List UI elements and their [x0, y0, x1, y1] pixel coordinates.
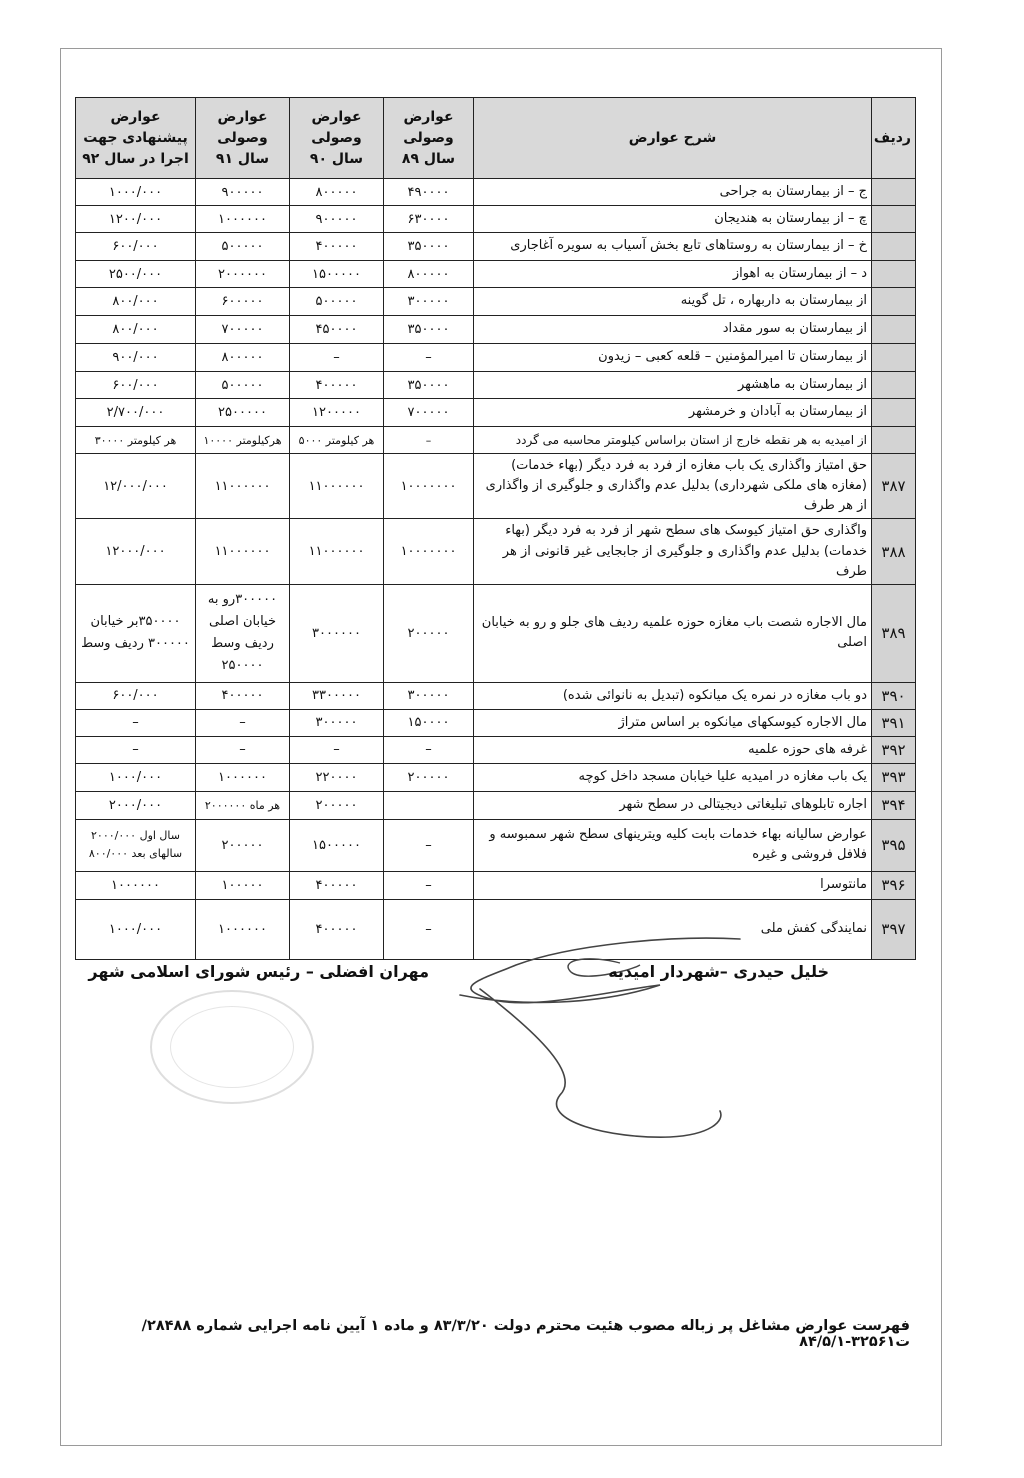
table-row [76, 871, 916, 899]
row-description: یک باب مغازه در امیدیه علیا خیابان مسجد داخل کوچه [474, 763, 872, 791]
fee-92-cell: ۱۰۰۰/۰۰۰ [76, 763, 196, 791]
signature-scribble [420, 925, 750, 1155]
council-head-signature-label: مهران افضلی – رئیس شورای اسلامی شهر [88, 962, 429, 981]
header-row-no: ردیف [872, 98, 916, 179]
row-number: ۳۹۵ [872, 819, 916, 871]
mayor-signature-label: خلیل حیدری –شهردار امیدیه [608, 962, 829, 981]
fee-90-cell: ۱۱۰۰۰۰۰۰ [290, 454, 384, 519]
fee-91-cell: ۱۰۰۰۰۰۰ [196, 206, 290, 233]
row-number [872, 372, 916, 399]
row-number: ۳۹۷ [872, 899, 916, 959]
row-number: ۳۹۰ [872, 682, 916, 709]
row-description: واگذاری حق امتیاز کیوسک های سطح شهر از فرد به فرد دیگر (بهاء خدمات) بدلیل عدم واگذاری و جلوگیری از جابجایی غیر قانونی از هر طرف [474, 519, 872, 584]
table-row [76, 288, 916, 316]
fee-90-cell: ۲۲۰۰۰۰ [290, 763, 384, 791]
row-number: ۳۸۸ [872, 519, 916, 584]
table-row [76, 454, 916, 519]
row-number [872, 427, 916, 454]
row-number [872, 233, 916, 261]
row-number: ۳۸۷ [872, 454, 916, 519]
table-header-row [76, 98, 916, 179]
table-row [76, 427, 916, 454]
fee-90-cell: ۱۲۰۰۰۰۰ [290, 399, 384, 427]
table-row [76, 584, 916, 682]
fee-90-cell: ۵۰۰۰۰۰ [290, 288, 384, 316]
header-fee-92: عوارض پیشنهادی جهت اجرا در سال ۹۲ [76, 98, 196, 179]
fee-89-cell: – [384, 819, 474, 871]
row-description: از بیمارستان تا امیرالمؤمنین – قلعه کعبی – زیدون [474, 344, 872, 372]
fee-91-cell: ۱۱۰۰۰۰۰۰ [196, 519, 290, 584]
fee-91-cell: ۱۰۰۰۰۰ [196, 871, 290, 899]
table-row [76, 709, 916, 736]
fee-92-cell: ۶۰۰/۰۰۰ [76, 372, 196, 399]
fee-92-cell: ۲۵۰۰/۰۰۰ [76, 261, 196, 288]
table-row [76, 261, 916, 288]
row-number [872, 261, 916, 288]
table-row [76, 233, 916, 261]
fee-91-cell: ۲۰۰۰۰۰۰ [196, 261, 290, 288]
row-number: ۳۹۴ [872, 791, 916, 819]
fee-89-cell [384, 791, 474, 819]
fee-90-cell: ۹۰۰۰۰۰ [290, 206, 384, 233]
fee-89-cell: ۳۵۰۰۰۰ [384, 316, 474, 344]
fee-89-cell: ۳۰۰۰۰۰ [384, 682, 474, 709]
fee-90-cell: ۳۰۰۰۰۰۰ [290, 584, 384, 682]
row-description: د – از بیمارستان به اهواز [474, 261, 872, 288]
fee-92-cell: ۱۰۰۰۰۰۰ [76, 871, 196, 899]
row-description: مال الاجاره شصت باب مغازه حوزه علمیه ردیف های جلو و رو به خیابان اصلی [474, 584, 872, 682]
fee-89-cell: ۲۰۰۰۰۰ [384, 584, 474, 682]
row-description: ج – از بیمارستان به جراحی [474, 179, 872, 206]
fee-89-cell: ۳۵۰۰۰۰ [384, 372, 474, 399]
fee-92-cell: ۶۰۰/۰۰۰ [76, 233, 196, 261]
fee-89-cell: – [384, 427, 474, 454]
table-row [76, 206, 916, 233]
fee-90-cell: – [290, 736, 384, 763]
fee-91-cell: ۱۰۰۰۰۰۰ [196, 899, 290, 959]
row-description: مال الاجاره کیوسکهای میانکوه بر اساس متراژ [474, 709, 872, 736]
row-description: دو باب مغازه در نمره یک میانکوه (تبدیل به نانوائی شده) [474, 682, 872, 709]
row-description: از بیمارستان به آبادان و خرمشهر [474, 399, 872, 427]
fee-90-cell: ۳۳۰۰۰۰۰ [290, 682, 384, 709]
row-description: مانتوسرا [474, 871, 872, 899]
row-description: از بیمارستان به سور مقداد [474, 316, 872, 344]
fee-92-cell: ۱۲۰۰۰/۰۰۰ [76, 519, 196, 584]
row-number [872, 288, 916, 316]
fee-92-cell: ۱۰۰۰/۰۰۰ [76, 179, 196, 206]
fee-90-cell: ۴۰۰۰۰۰ [290, 871, 384, 899]
table-row [76, 399, 916, 427]
row-description: نمایندگی کفش ملی [474, 899, 872, 959]
fee-90-cell: ۳۰۰۰۰۰ [290, 709, 384, 736]
row-description: عوارض سالیانه بهاء خدمات بابت کلیه ویترینهای سطح شهر سمبوسه و فلافل فروشی و غیره [474, 819, 872, 871]
fee-89-cell: ۳۵۰۰۰۰ [384, 233, 474, 261]
fee-91-cell: ۴۰۰۰۰۰ [196, 682, 290, 709]
fee-92-cell: – [76, 736, 196, 763]
fee-91-cell: هرکیلومتر ۱۰۰۰۰ [196, 427, 290, 454]
fee-91-cell: ۷۰۰۰۰۰ [196, 316, 290, 344]
fees-table [75, 97, 916, 960]
fee-89-cell: ۶۳۰۰۰۰ [384, 206, 474, 233]
fee-92-cell: – [76, 709, 196, 736]
table-row [76, 763, 916, 791]
table-row [76, 791, 916, 819]
fee-91-cell: – [196, 709, 290, 736]
fee-92-cell: ۹۰۰/۰۰۰ [76, 344, 196, 372]
fee-91-cell: ۵۰۰۰۰۰ [196, 233, 290, 261]
table-row [76, 179, 916, 206]
fee-90-cell: هر کیلومتر ۵۰۰۰ [290, 427, 384, 454]
fee-90-cell: ۴۵۰۰۰۰ [290, 316, 384, 344]
fee-90-cell: ۸۰۰۰۰۰ [290, 179, 384, 206]
row-number [872, 206, 916, 233]
fee-90-cell: – [290, 344, 384, 372]
fee-92-cell: سال اول ۲۰۰۰/۰۰۰ سالهای بعد ۸۰۰/۰۰۰ [76, 819, 196, 871]
fee-89-cell: ۲۰۰۰۰۰ [384, 763, 474, 791]
fee-92-cell: ۸۰۰/۰۰۰ [76, 288, 196, 316]
fee-90-cell: ۱۵۰۰۰۰۰ [290, 261, 384, 288]
table-row [76, 316, 916, 344]
fee-89-cell: ۳۰۰۰۰۰ [384, 288, 474, 316]
fee-92-cell: ۳۵۰۰۰۰بر خیابان ۳۰۰۰۰۰ ردیف وسط [76, 584, 196, 682]
row-description: از بیمارستان به ماهشهر [474, 372, 872, 399]
fee-92-cell: ۱۲/۰۰۰/۰۰۰ [76, 454, 196, 519]
fee-92-cell: ۱۲۰۰/۰۰۰ [76, 206, 196, 233]
row-number: ۳۹۱ [872, 709, 916, 736]
header-description: شرح عوارض [474, 98, 872, 179]
row-number: ۳۹۲ [872, 736, 916, 763]
fee-92-cell: ۲/۷۰۰/۰۰۰ [76, 399, 196, 427]
fee-91-cell: – [196, 736, 290, 763]
fee-90-cell: ۴۰۰۰۰۰ [290, 372, 384, 399]
fee-89-cell: ۷۰۰۰۰۰ [384, 399, 474, 427]
fee-91-cell: ۸۰۰۰۰۰ [196, 344, 290, 372]
fee-91-cell: ۲۵۰۰۰۰۰ [196, 399, 290, 427]
header-fee-89: عوارض وصولی سال ۸۹ [384, 98, 474, 179]
fee-91-cell: ۶۰۰۰۰۰ [196, 288, 290, 316]
row-description: حق امتیاز واگذاری یک باب مغازه از فرد به فرد دیگر (بهاء خدمات) (مغازه های ملکی شهرداری) بدلیل عدم واگذاری و جلوگیری از واگذاری از هر طرف [474, 454, 872, 519]
table-row [76, 344, 916, 372]
header-fee-90: عوارض وصولی سال ۹۰ [290, 98, 384, 179]
row-description: خ – از بیمارستان به روستاهای تابع بخش آسیاب به سویره آغاجاری [474, 233, 872, 261]
row-number [872, 316, 916, 344]
fee-91-cell: هر ماه ۲۰۰۰۰۰۰ [196, 791, 290, 819]
fee-90-cell: ۱۵۰۰۰۰۰ [290, 819, 384, 871]
fee-92-cell: هر کیلومتر ۳۰۰۰۰ [76, 427, 196, 454]
row-number: ۳۹۳ [872, 763, 916, 791]
fee-91-cell: ۱۱۰۰۰۰۰۰ [196, 454, 290, 519]
fee-92-cell: ۶۰۰/۰۰۰ [76, 682, 196, 709]
header-fee-91: عوارض وصولی سال ۹۱ [196, 98, 290, 179]
row-number [872, 344, 916, 372]
fee-90-cell: ۱۱۰۰۰۰۰۰ [290, 519, 384, 584]
fee-89-cell: – [384, 736, 474, 763]
row-description: از بیمارستان به داربهاره ، تل گوینه [474, 288, 872, 316]
fee-90-cell: ۴۰۰۰۰۰ [290, 233, 384, 261]
row-description: اجاره تابلوهای تبلیغاتی دیجیتالی در سطح شهر [474, 791, 872, 819]
fee-92-cell: ۱۰۰۰/۰۰۰ [76, 899, 196, 959]
document-footer: فهرست عوارض مشاغل پر زباله مصوب هئیت محترم دولت ۸۳/۳/۲۰ و ماده ۱ آیین نامه اجرایی شماره ۲۸۴۸۸/ت۳۲۵۶۱-۸۴/۵/۱ [141, 1318, 910, 1350]
row-number: ۳۹۶ [872, 871, 916, 899]
fee-89-cell: ۴۹۰۰۰۰ [384, 179, 474, 206]
fee-91-cell: ۲۰۰۰۰۰ [196, 819, 290, 871]
row-number: ۳۸۹ [872, 584, 916, 682]
row-description: چ – از بیمارستان به هندیجان [474, 206, 872, 233]
fee-89-cell: ۱۰۰۰۰۰۰۰ [384, 519, 474, 584]
row-number [872, 179, 916, 206]
fee-89-cell: ۸۰۰۰۰۰ [384, 261, 474, 288]
fee-92-cell: ۲۰۰۰/۰۰۰ [76, 791, 196, 819]
row-number [872, 399, 916, 427]
table-row [76, 736, 916, 763]
table-row [76, 519, 916, 584]
fee-92-cell: ۸۰۰/۰۰۰ [76, 316, 196, 344]
council-stamp [150, 990, 314, 1104]
fee-91-cell: ۵۰۰۰۰۰ [196, 372, 290, 399]
fee-90-cell: ۲۰۰۰۰۰ [290, 791, 384, 819]
fee-91-cell: ۱۰۰۰۰۰۰ [196, 763, 290, 791]
fee-91-cell: ۳۰۰۰۰۰رو به خیابان اصلی ردیف وسط ۲۵۰۰۰۰ [196, 584, 290, 682]
table-row [76, 682, 916, 709]
fee-89-cell: – [384, 899, 474, 959]
fee-89-cell: – [384, 871, 474, 899]
fee-91-cell: ۹۰۰۰۰۰ [196, 179, 290, 206]
row-description: غرفه های حوزه علمیه [474, 736, 872, 763]
table-row [76, 819, 916, 871]
fee-89-cell: ۱۵۰۰۰۰ [384, 709, 474, 736]
fee-89-cell: ۱۰۰۰۰۰۰۰ [384, 454, 474, 519]
fee-90-cell: ۴۰۰۰۰۰ [290, 899, 384, 959]
table-row [76, 372, 916, 399]
row-description: از امیدیه به هر نقطه خارج از استان براساس کیلومتر محاسبه می گردد [474, 427, 872, 454]
fee-89-cell: – [384, 344, 474, 372]
